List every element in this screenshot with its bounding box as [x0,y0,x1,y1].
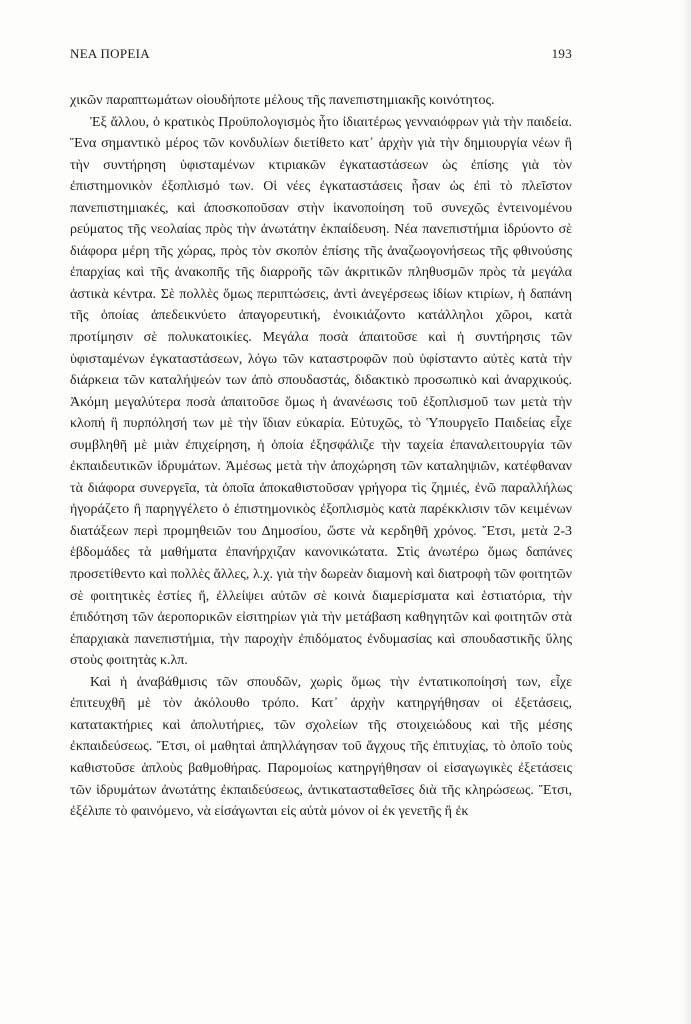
body-text [70,90,572,823]
running-title: ΝΕΑ ΠΟΡΕΙΑ [70,46,150,61]
paragraph-studies: Καὶ ἡ ἀναβάθμισις τῶν σπουδῶν, χωρὶς ὅμως τὴν ἐντατικοποίησή των, εἶχε ἐπιτευχθῆ μὲ τὸν ἀκόλουθο τρόπο. Κατ᾽ ἀρχὴν κατηργήθησαν οἱ ἐξετάσεις, κατατακτήριες καὶ ἀπολυτήριες, τῶν σχολείων τῆς στοιχειώδους καὶ τῆς μέσης ἐκπαιδεύσεως. Ἔτσι, οἱ μαθηταὶ ἀπηλλάγησαν τοῦ ἄγχους τῆς ἐπιτυχίας, τὸ ὁποῖο τοὺς καθιστοῦσε ἁπλοὺς βαθμοθήρας. Παρομοίως κατηργήθησαν οἱ εἰσαγωγικὲς ἐξετάσεις τῶν ἱδρυμάτων ἀνωτάτης ἐκπαιδεύσεως, ἀντικατασταθεῖσες διὰ τῆς κληρώσεως. Ἔτσι, ἐξέλιπε τὸ φαινόμενο, νὰ εἰσάγωνται εἰς αὐτὰ μόνον οἱ ἐκ γενετῆς ἢ ἐκ [70,674,572,820]
paragraph-budget: Ἐξ ἄλλου, ὁ κρατικὸς Προϋπολογισμὸς ἦτο ἰδιαιτέρως γενναιόφρων γιὰ τὴν παιδεία. Ἕνα σημαντικὸ μέρος τῶν κονδυλίων διετίθετο κατ᾽ ἀρχὴν γιὰ τὴν δημιουργία νέων ἢ τὴν συντήρηση ὑφισταμένων κτιριακῶν ἐγκαταστάσεων ὡς ἐπίσης γιὰ τὸν ἐπιστημονικὸν ἐξοπλισμό των. Οἱ νέες ἐγκαταστάσεις ἦσαν ὡς ἐπὶ τὸ πλεῖστον πανεπιστημιακές, καὶ ἀποσκοποῦσαν στὴν ἱκανοποίηση τοῦ συνεχῶς ἐντεινομένου ρεύματος τῆς νεολαίας πρὸς τὴν ἀνωτάτην ἐκπαίδευση. Νέα πανεπιστήμια ἱδρύοντο σὲ διάφορα μέρη τῆς χώρας, πρὸς τὸν σκοπὸν ἐπίσης τῆς ἀναζωογονήσεως τῆς φθινούσης ἐπαρχίας καὶ τῆς ἀνακοπῆς τῆς διαρροῆς τῶν ἀκριτικῶν πληθυσμῶν πρὸς τὰ μεγάλα ἀστικὰ κέντρα. Σὲ πολλὲς ὅμως περιπτώσεις, ἀντὶ ἀνεγέρσεως ἰδίων κτιρίων, ἡ δαπάνη τῆς ὁποίας ἀπεδεικνύετο ἀπαγορευτική, ἐνοικιάζοντο κατάλληλοι χῶροι, κατὰ προτίμησιν σὲ πολυκατοικίες. Μεγάλα ποσὰ ἀπαιτοῦσε καὶ ἡ συντήρησις τῶν ὑφισταμένων ἐγκαταστάσεων, λόγω τῶν καταστροφῶν ποὺ ὑφίσταντο αὐτὲς κατὰ τὴν διάρκεια τῶν καταλήψεών των ἀπὸ σπουδαστάς, διδακτικὸ προσωπικὸ καὶ ἀναρχικούς. Ἀκόμη μεγαλύτερα ποσὰ ἀπαιτοῦσε ὅμως ἡ ἀνανέωσις τοῦ ἐξοπλισμοῦ των μετὰ τὴν κλοπή ἢ πυρπόλησή των μὲ τὴν ἴδιαν εὐκαρία. Εὐτυχῶς, τὸ Ὑπουργεῖο Παιδείας εἶχε συμβληθῆ μὲ μιὰν ἐπιχείρηση, ἡ ὁποία ἐξησφάλιζε τὴν ταχεία ἐπαναλειτουργία τῶν ἐκπαιδευτικῶν ἱδρυμάτων. Ἀμέσως μετὰ τὴν ἀποχώρηση τῶν καταληψιῶν, κατέφθαναν τὰ διάφορα συνεργεῖα, τὰ ὁποῖα ἀποκαθιστοῦσαν γρήγορα τὶς ζημιές, ἐνῶ παραλλήλως ἠγοράζετο ἢ παρηγγέλετο ὁ ἐπιστημονικὸς ἐξοπλισμὸς κατὰ παρέκκλισιν τῶν κειμένων διατάξεων περὶ προμηθειῶν του Δημοσίου, ὥστε νὰ κερδηθῆ χρόνος. Ἔτσι, μετὰ 2-3 ἑβδομάδες τὰ μαθήματα ἐπανήρχιζαν κανονικώτατα. Στὶς ἀνωτέρω ὅμως δαπάνες προσετίθεντο καὶ πολλὲς ἄλλες, λ.χ. γιὰ τὴν δωρεὰν διαμονὴ καὶ διατροφὴ τῶν φοιτητῶν σὲ φοιτητικὲς ἑστίες ἤ, ἐλλείψει αὐτῶν σὲ κοινὰ διαμερίσματα καὶ ἑστιατόρια, τὴν ἐπιδότηση τῶν ἀεροπορικῶν εἰσιτηρίων γιὰ τὴν μετάβαση καθηγητῶν καὶ φοιτητῶν στὰ ἐπαρχιακὰ πανεπιστήμια, τὴν παροχὴν ἐπιδόματος ἐνδυμασίας καὶ σπουδαστικῆς ὕλης στοὺς φοιτητὰς κ.λπ. [70,114,572,669]
page-edge-shadow [681,0,691,1024]
paragraph-continuation: χικῶν παραπτωμάτων οἱουδήποτε μέλους τῆς πανεπιστημιακῆς κοινότητος. [70,93,495,108]
page-number: 193 [551,46,572,61]
running-header [70,46,572,62]
